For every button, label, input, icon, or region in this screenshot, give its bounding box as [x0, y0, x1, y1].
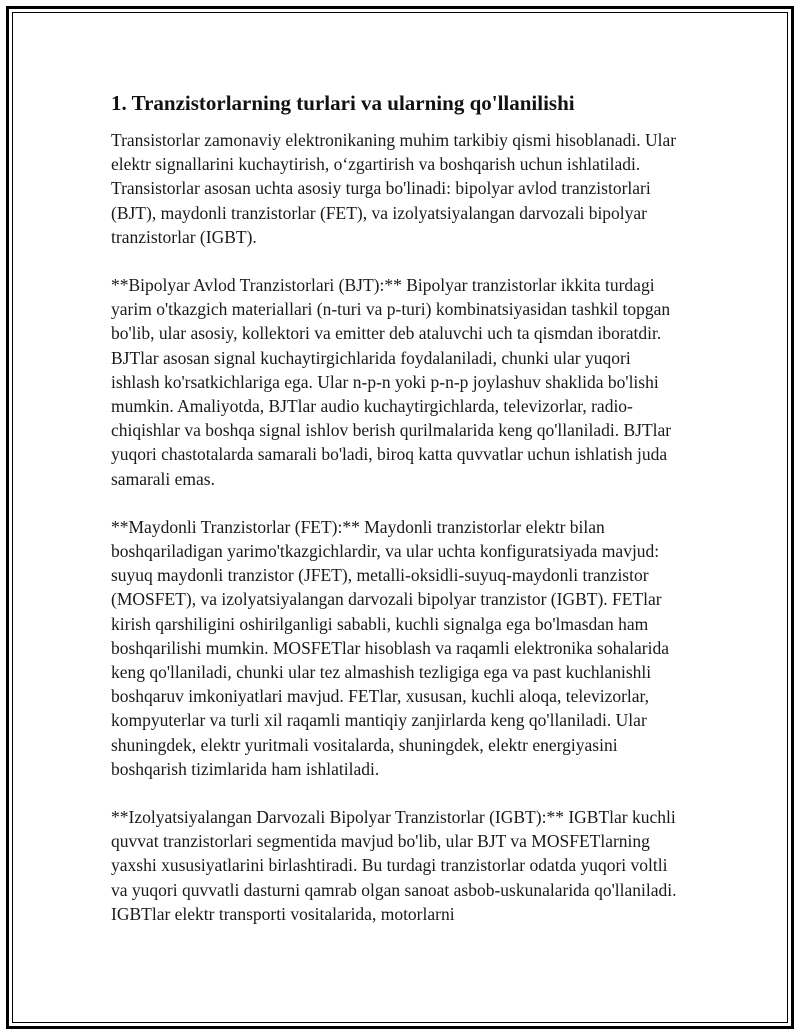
document-body [111, 88, 681, 950]
paragraph-igbt: **Izolyatsiyalangan Darvozali Bipolyar Tranzistorlar (IGBT):** IGBTlar kuchli quvvat tranzistorlari segmentida mavjud bo'lib, ular BJT va MOSFETlarning yaxshi xususiyatlarini birlashtiradi. Bu turdagi tranzistorlar odatda yuqori voltli va yuqori quvvatli dasturni qamrab olgan sanoat asbob-uskunalarida qo'llaniladi. IGBTlar elektr transporti vositalarida, motorlarni [111, 807, 677, 924]
paragraph-intro: Transistorlar zamonaviy elektronikaning muhim tarkibiy qismi hisoblanadi. Ular elektr signallarini kuchaytirish, o‘zgartirish va boshqarish uchun ishlatiladi. Transistorlar asosan uchta asosiy turga bo'linadi: bipolyar avlod tranzistorlari (BJT), maydonli tranzistorlar (FET), va izolyatsiyalangan darvozali bipolyar tranzistorlar (IGBT). [111, 130, 677, 247]
section-heading: 1. Tranzistorlarning turlari va ularning qo'llanilishi [111, 91, 575, 115]
paragraph-bjt: **Bipolyar Avlod Tranzistorlari (BJT):** Bipolyar tranzistorlar ikkita turdagi yarim o'tkazgich materiallari (n-turi va p-turi) kombinatsiyasidan tashkil topgan bo'lib, ular asosiy, kollektori va emitter deb ataluvchi uch ta qismdan iboratdir. BJTlar asosan signal kuchaytirgichlarida foydalaniladi, chunki ular yuqori ishlash ko'rsatkichlariga ega. Ular n-p-n yoki p-n-p joylashuv shaklida bo'lishi mumkin. Amaliyotda, BJTlar audio kuchaytirgichlarda, televizorlar, radio-chiqishlar va boshqa signal ishlov berish qurilmalarida keng qo'llaniladi. BJTlar yuqori chastotalarda samarali bo'ladi, biroq katta quvvatlar uchun ishlatish juda samarali emas. [111, 275, 672, 489]
paragraph-fet: **Maydonli Tranzistorlar (FET):** Maydonli tranzistorlar elektr bilan boshqariladigan yarimo'tkazgichlardir, va ular uchta konfiguratsiyada mavjud: suyuq maydonli tranzistor (JFET), metalli-oksidli-suyuq-maydonli tranzistor (MOSFET), va izolyatsiyalangan darvozali bipolyar tranzistor (IGBT). FETlar kirish qarshiligini oshirilganligi sababli, kuchli signalga ega bo'lmasdan ham boshqarilishi mumkin. MOSFETlar hisoblash va raqamli elektronika sohalarida keng qo'llaniladi, chunki ular tez almashish tezligiga ega va past kuchlanishli boshqaruv imkoniyatlari mavjud. FETlar, xususan, kuchli aloqa, televizorlar, kompyuterlar va turli xil raqamli mantiqiy zanjirlarda keng qo'llaniladi. Ular shuningdek, elektr yuritmali vositalarda, shuningdek, elektr energiyasini boshqarish tizimlarida ham ishlatiladi. [111, 516, 669, 779]
